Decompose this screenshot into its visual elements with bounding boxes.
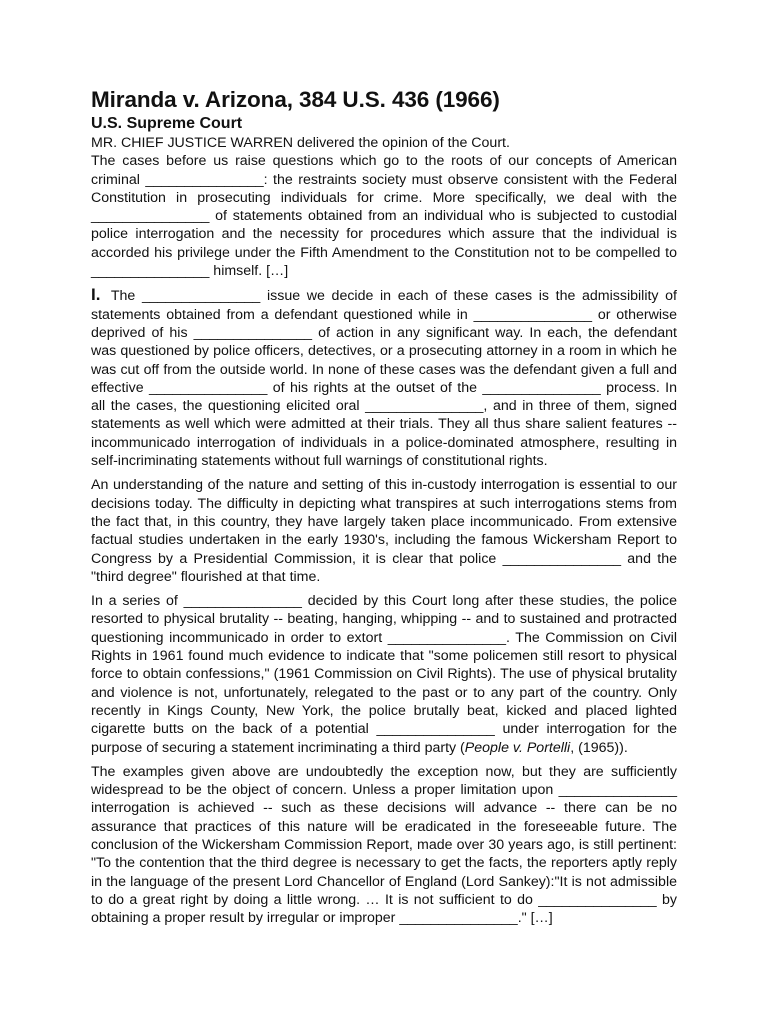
- court-name: U.S. Supreme Court: [91, 115, 243, 132]
- paragraph-2-text: The _______________ issue we decide in each of these cases is the admissibility of statements obtained from a defendant questioned while in _______________ or otherwise deprived of his _______________ of action in any significant way. In each, the defendant was questioned by police officers, detectives, or a prosecuting attorney in a room in which he was cut off from the outside world. In none of these cases was the defendant given a full and effective _______________ of his rights at the outset of the _______________ process. In all the cases, the questioning elicited oral _______________, and in three of them, signed statements as well which were admitted at their trials. They all thus share salient features -- incommunicado interrogation of individuals in a police-dominated atmosphere, resulting in self-incriminating statements without full warnings of constitutional rights.: [91, 288, 677, 470]
- paragraph-1: The cases before us raise questions which go to the roots of our concepts of American criminal _______________: the restraints society must observe consistent with the Federal Constitution in prosecuting individuals for crime. More specifically, we deal with the _______________ of statements obtained from an individual who is subjected to custodial police interrogation and the necessity for procedures which assure that the individual is accorded his privilege under the Fifth Amendment to the Constitution not to be compelled to _______________ himself. […]: [91, 153, 677, 280]
- paragraph-4: [91, 592, 677, 757]
- paragraph-2: [91, 286, 677, 470]
- paragraph-4-end: , (1965)).: [570, 739, 628, 756]
- page-title: Miranda v. Arizona, 384 U.S. 436 (1966): [91, 87, 500, 112]
- section-marker: I.: [91, 285, 101, 305]
- case-citation: People v. Portelli: [464, 739, 571, 756]
- paragraph-3: An understanding of the nature and setting of this in-custody interrogation is essential to our decisions today. The difficulty in depicting what transpires at such interrogations stems from the fact that, in this country, they have largely taken place incommunicado. From extensive factual studies undertaken in the early 1930's, including the famous Wickersham Report to Congress by a Presidential Commission, it is clear that police _______________ and the "third degree" flourished at that time.: [91, 477, 677, 585]
- paragraph-4-text: In a series of _______________ decided by this Court long after these studies, the police resorted to physical brutality -- beating, hanging, whipping -- and to sustained and protracted questioning incommunicado in order to extort _______________. The Commission on Civil Rights in 1961 found much evidence to indicate that "some policemen still resort to physical force to obtain confessions," (1961 Commission on Civil Rights). The use of physical brutality and violence is not, unfortunately, relegated to the past or to any part of the country. Only recently in Kings County, New York, the police brutally beat, kicked and placed lighted cigarette butts on the back of a potential _______________ under interrogation for the purpose of securing a statement incriminating a third party (: [91, 593, 677, 756]
- intro-line: MR. CHIEF JUSTICE WARREN delivered the opinion of the Court.: [91, 135, 510, 151]
- paragraph-5: The examples given above are undoubtedly the exception now, but they are sufficiently widespread to be the object of concern. Unless a proper limitation upon _______________ interrogation is achieved -- such as these decisions will advance -- there can be no assurance that practices of this nature will be eradicated in the foreseeable future. The conclusion of the Wickersham Commission Report, made over 30 years ago, is still pertinent: "To the contention that the third degree is necessary to get the facts, the reporters aptly reply in the language of the present Lord Chancellor of England (Lord Sankey):"It is not admissible to do a great right by doing a little wrong. … It is not sufficient to do _______________ by obtaining a proper result by irregular or improper _______________." […]: [91, 763, 677, 927]
